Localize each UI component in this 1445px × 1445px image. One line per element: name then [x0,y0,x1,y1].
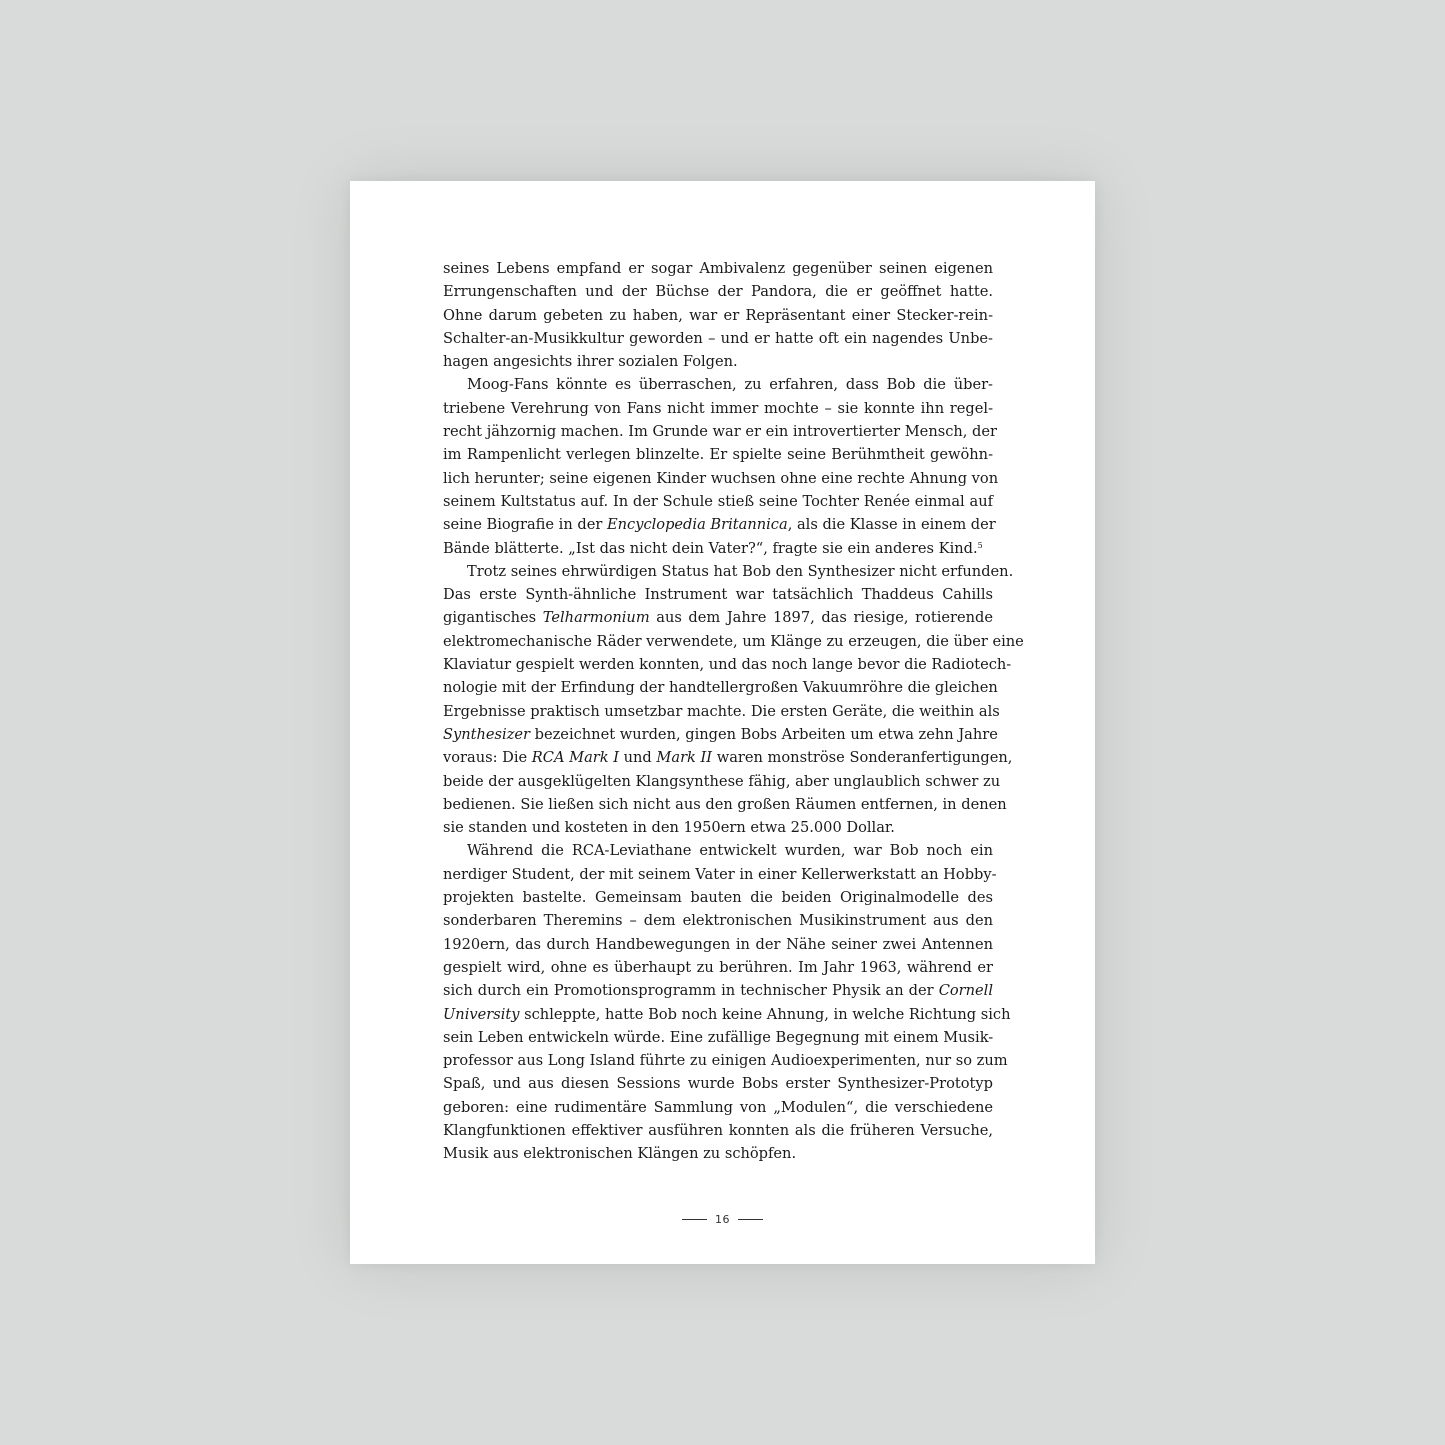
text-run: sonderbaren Theremins – dem elektronischen Musikinstrument aus den [443,912,993,930]
text-run: Ergebnisse praktisch umsetzbar machte. Die ersten Geräte, die weithin als [443,702,1000,720]
text-run: gigantisches [443,609,543,627]
text-run: seine Biografie in der [443,516,607,534]
text-run: recht jähzornig machen. Im Grunde war er ein introvertierter Mensch, der [443,423,998,441]
footnote-marker: 5 [977,540,983,550]
text-line [443,397,993,420]
text-line [443,606,993,629]
text-run: Schalter-an-Musikkultur geworden – und er hatte oft ein nagendes Unbe- [443,329,993,347]
text-line [443,886,993,909]
text-run: , als die Klasse in einem der [787,516,996,534]
text-line [443,793,1007,816]
body-text [443,257,1024,1166]
text-line [443,700,1000,723]
text-run: gespielt wird, ohne es überhaupt zu berühren. Im Jahr 1963, während er [443,958,993,976]
text-run: nologie mit der Erfindung der handtellergroßen Vakuumröhre die gleichen [443,679,998,697]
text-run: projekten bastelte. Gemeinsam bauten die beiden Originalmodelle des [443,889,993,907]
folio-rule-right [738,1219,763,1220]
text-run: bedienen. Sie ließen sich nicht aus den großen Räumen entfernen, in denen [443,795,1007,813]
text-run: elektromechanische Räder verwendete, um Klänge zu erzeugen, die über eine [443,632,1024,650]
text-line [443,630,1024,653]
folio-rule-left [682,1219,707,1220]
text-line [443,443,993,466]
text-run: schleppte, hatte Bob noch keine Ahnung, in welche Richtung sich [519,1005,1011,1023]
text-line [443,1049,1008,1072]
text-run: nerdiger Student, der mit seinem Vater in einer Kellerwerkstatt an Hobby- [443,865,997,883]
text-run: seines Lebens empfand er sogar Ambivalenz gegenüber seinen eigenen [443,260,993,277]
italic-title: Mark II [656,749,713,767]
text-line [443,909,993,932]
book-page [350,181,1095,1264]
text-line [443,723,998,746]
text-line [443,490,993,513]
text-run: im Rampenlicht verlegen blinzelte. Er spielte seine Berühmtheit gewöhn- [443,446,993,464]
page-number-footer [350,1211,1095,1227]
text-run: bezeichnet wurden, gingen Bobs Arbeiten um etwa zehn Jahre [530,725,998,743]
text-line [443,1142,993,1165]
text-line [443,746,1013,769]
text-line [443,513,996,536]
text-line [443,1003,1011,1026]
text-run: sie standen und kosteten in den 1950ern etwa 25.000 Dollar. [443,819,895,837]
text-line [443,560,1014,583]
italic-title: University [443,1005,520,1023]
text-line [443,257,993,280]
text-run: Musik aus elektronischen Klängen zu schöpfen. [443,1145,797,1163]
text-run: Bände blätterte. „Ist das nicht dein Vater?“, fragte sie ein anderes Kind. [443,539,978,557]
text-line [443,1072,993,1095]
text-line [443,770,1001,793]
text-line [443,280,993,303]
text-run: triebene Verehrung von Fans nicht immer mochte – sie konnte ihn regel- [443,399,993,417]
text-run: Klaviatur gespielt werden konnten, und das noch lange bevor die Radiotech- [443,656,1012,674]
text-run: Ohne darum gebeten zu haben, war er Repräsentant einer Stecker-rein- [443,306,993,324]
text-run: voraus: Die [443,749,532,767]
text-line [443,304,993,327]
text-line [443,816,993,839]
text-run: professor aus Long Island führte zu einigen Audioexperimenten, nur so zum [443,1052,1008,1070]
text-line [443,979,993,1002]
text-run: Errungenschaften und der Büchse der Pandora, die er geöffnet hatte. [443,283,993,301]
italic-title: RCA Mark I [531,749,619,767]
text-run: sein Leben entwickeln würde. Eine zufällige Begegnung mit einem Musik- [443,1028,994,1046]
text-run: lich herunter; seine eigenen Kinder wuchsen ohne eine rechte Ahnung von [443,469,999,487]
text-line [443,1119,993,1142]
text-run: und [619,749,657,767]
text-line [443,863,997,886]
text-line [443,676,998,699]
text-run: aus dem Jahre 1897, das riesige, rotierende [649,609,994,627]
text-line [443,373,993,396]
italic-title: Cornell [938,982,993,1000]
italic-title: Encyclopedia Britannica [606,516,788,534]
text-run: sich durch ein Promotionsprogramm in technischer Physik an der [443,982,939,1000]
text-run: waren monströse Sonderanfertigungen, [712,749,1013,767]
text-run: Moog-Fans könnte es überraschen, zu erfahren, dass Bob die über- [467,376,993,394]
text-line [443,839,993,862]
page-number: 16 [715,1212,730,1226]
text-run: beide der ausgeklügelten Klangsynthese fähig, aber unglaublich schwer zu [443,772,1001,790]
text-line [443,933,993,956]
text-line [443,537,993,560]
text-run: seinem Kultstatus auf. In der Schule stieß seine Tochter Renée einmal auf [443,492,993,510]
text-line [443,327,993,350]
text-run: Klangfunktionen effektiver ausführen konnten als die früheren Versuche, [443,1121,993,1139]
text-line [443,1096,993,1119]
text-run: hagen angesichts ihrer sozialen Folgen. [443,353,738,371]
text-line [443,956,993,979]
text-run: Trotz seines ehrwürdigen Status hat Bob den Synthesizer nicht erfunden. [467,562,1014,580]
text-line [443,1026,993,1049]
text-line [443,350,993,373]
text-line [443,420,998,443]
text-run: geboren: eine rudimentäre Sammlung von „Modulen“, die verschiedene [443,1098,993,1116]
text-line [443,467,999,490]
text-line [443,653,1012,676]
text-run: Das erste Synth-ähnliche Instrument war tatsächlich Thaddeus Cahills [443,586,993,604]
text-line [443,583,993,606]
italic-title: Telharmonium [542,609,650,627]
text-run: 1920ern, das durch Handbewegungen in der Nähe seiner zwei Antennen [443,935,993,953]
text-run: Spaß, und aus diesen Sessions wurde Bobs erster Synthesizer-Prototyp [443,1075,993,1093]
italic-title: Synthesizer [443,725,530,743]
text-run: Während die RCA-Leviathane entwickelt wurden, war Bob noch ein [467,842,993,860]
